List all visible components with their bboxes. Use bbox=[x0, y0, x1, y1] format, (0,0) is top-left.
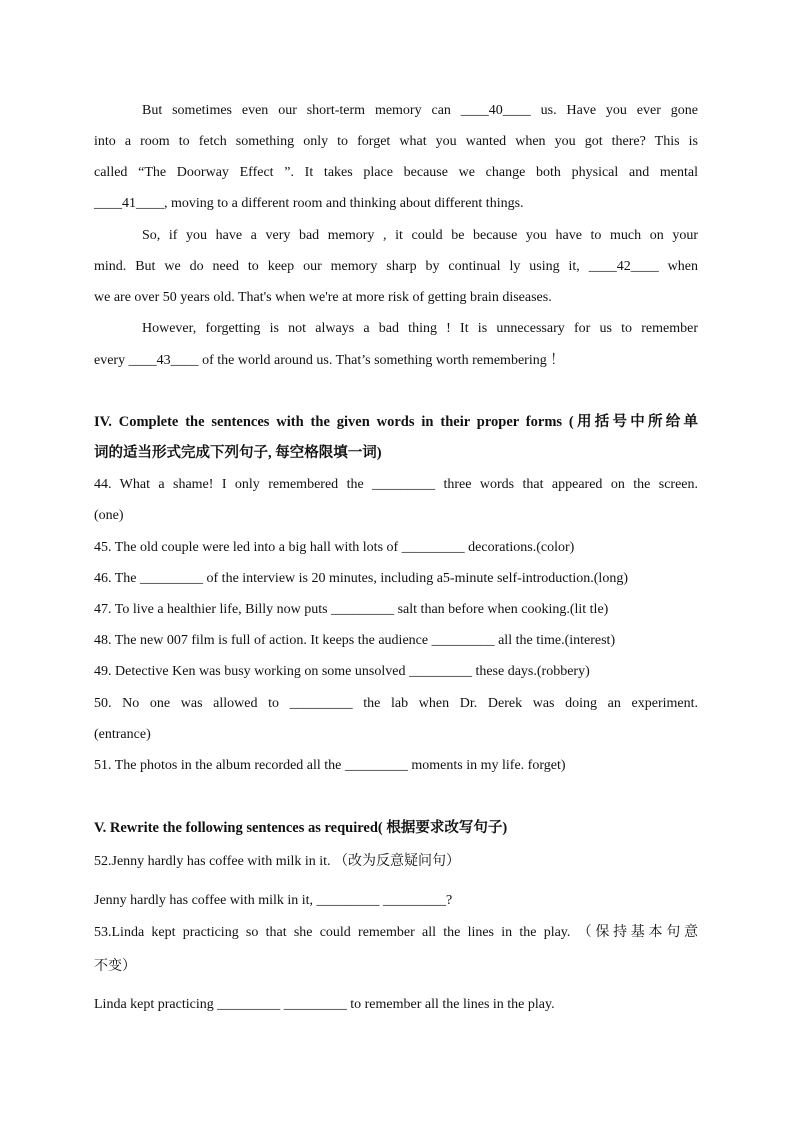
passage-line: So, if you have a very bad memory , it could be because you have to much on your bbox=[142, 228, 698, 243]
section-iv-heading: IV. Complete the sentences with the given words in their proper forms (用括号中所给单 bbox=[94, 414, 698, 430]
question-52: 52.Jenny hardly has coffee with milk in it. （改为反意疑问句） bbox=[94, 854, 461, 869]
passage-line: However, forgetting is not always a bad thing ! It is unnecessary for us to remember bbox=[142, 321, 698, 336]
question-48: 48. The new 007 film is full of action. It keeps the audience _________ all the time.(interest) bbox=[94, 633, 616, 648]
question-53-cont: 不变） bbox=[94, 959, 136, 974]
question-52-answer: Jenny hardly has coffee with milk in it, _________ _________? bbox=[94, 893, 453, 908]
question-49: 49. Detective Ken was busy working on some unsolved _________ these days.(robbery) bbox=[94, 664, 590, 679]
question-53-answer: Linda kept practicing _________ _________ to remember all the lines in the play. bbox=[94, 997, 555, 1012]
passage-line: into a room to fetch something only to forget what you wanted when you got there? This is bbox=[94, 134, 698, 149]
passage-line: ____41____, moving to a different room and thinking about different things. bbox=[94, 196, 524, 211]
passage-line: called “The Doorway Effect ”. It takes place because we change both physical and mental bbox=[94, 165, 698, 180]
question-47: 47. To live a healthier life, Billy now puts _________ salt than before when cooking.(lit tle) bbox=[94, 602, 609, 617]
question-46: 46. The _________ of the interview is 20 minutes, including a5-minute self-introduction.(long) bbox=[94, 571, 628, 586]
question-44-cont: (one) bbox=[94, 508, 124, 523]
question-50: 50. No one was allowed to _________ the lab when Dr. Derek was doing an experiment. bbox=[94, 696, 698, 711]
question-51: 51. The photos in the album recorded all the _________ moments in my life. forget) bbox=[94, 758, 566, 773]
passage-line: But sometimes even our short-term memory can ____40____ us. Have you ever gone bbox=[142, 103, 698, 118]
question-44: 44. What a shame! I only remembered the _________ three words that appeared on the screen. bbox=[94, 477, 698, 492]
passage-line: we are over 50 years old. That's when we're at more risk of getting brain diseases. bbox=[94, 290, 552, 305]
question-53: 53.Linda kept practicing so that she could remember all the lines in the play. （保持基本句意 bbox=[94, 925, 698, 940]
section-v-heading: V. Rewrite the following sentences as required( 根据要求改写句子) bbox=[94, 820, 508, 836]
question-45: 45. The old couple were led into a big hall with lots of _________ decorations.(color) bbox=[94, 540, 575, 555]
passage-line: mind. But we do need to keep our memory sharp by continual ly using it, ____42____ when bbox=[94, 259, 698, 274]
passage-line: every ____43____ of the world around us. That’s something worth remembering ！ bbox=[94, 353, 565, 368]
question-50-cont: (entrance) bbox=[94, 727, 151, 742]
section-iv-heading-cont: 词的适当形式完成下列句子, 每空格限填一词) bbox=[94, 445, 382, 461]
